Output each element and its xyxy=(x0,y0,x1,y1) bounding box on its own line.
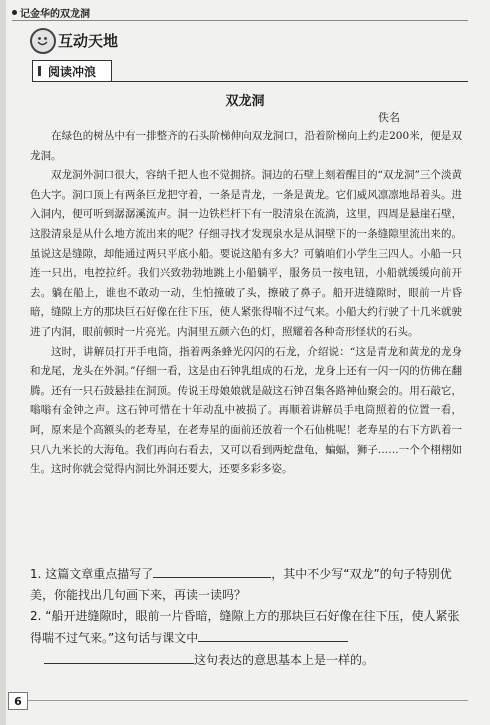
question-2-continued xyxy=(30,649,462,671)
bullet-icon xyxy=(12,10,17,15)
question-list xyxy=(30,563,462,671)
subsection-rule xyxy=(32,81,468,82)
running-header xyxy=(12,4,162,20)
smiley-icon xyxy=(30,28,56,54)
subsection-label: 阅读冲浪 xyxy=(32,60,112,82)
article-paragraph: 这时，讲解员打开手电筒，指着两条蜂光闪闪的石龙，介绍说：“这是青龙和黄龙的龙身和龙尾，龙头在外洞。”仔细一看，这是由石钟乳组成的石龙，龙身上还有一闪一闪的仿佛在翻腾。还有一只石鼓悬挂在洞顶。传说王母娘娘就是敲这石钟召集各路神仙聚会的。用石敲它，嗡嗡有金钟之声。这石钟可惜在十年动乱中被损了。再顺着讲解员手电筒照着的位置一看，呵，原来是个高额头的老寿星，在老寿星的面前还放着一个石仙桃呢！老寿星的右下方趴着一只八九米长的大海龟。我们再向右看去，又可以看到两蛇盘龟，蝙蝠，狮子……一个个栩栩如生。这时你就会觉得内洞比外洞还要大，还要多彩多姿。 xyxy=(30,345,462,476)
question-text: 这篇文章重点描写了 xyxy=(45,567,154,581)
answer-blank[interactable] xyxy=(153,563,271,578)
answer-blank[interactable] xyxy=(198,627,348,642)
question-number: 1. xyxy=(30,567,42,581)
question-text: “船开进缝隙时，眼前一片昏暗，缝隙上方的那块巨石好像在往下压，使人紧张得喘不过气来。”这句话与课文中 xyxy=(30,609,460,645)
page-number: 6 xyxy=(8,692,28,710)
question-text: ，其中不少写“双龙”的句子特别优美，你能找出几句画下来，再读一读吗？ xyxy=(30,567,452,602)
answer-blank[interactable] xyxy=(44,649,194,664)
question-text: 这句表达的意思基本上是一样的。 xyxy=(194,653,375,667)
question-number: 2. xyxy=(30,609,42,623)
article-paragraph: 在绿色的树丛中有一排整齐的石头阶梯伸向双龙洞口，沿着阶梯向上约走200米，便是双龙洞。 xyxy=(30,130,462,162)
article-title: 双龙洞 xyxy=(225,94,265,109)
footer-rule xyxy=(12,700,468,701)
article-body xyxy=(30,127,462,480)
article-paragraph: 双龙洞外洞口很大，容纳千把人也不觉拥挤。洞边的石壁上刻着醒目的“双龙洞”三个淡黄色大字。洞口顶上有两条巨龙把守着，一条是青龙，一条是黄龙。它们威风凛凛地昂着头。进入洞内，便可听到潺潺溪流声。洞一边铁栏杆下有一股清泉在流淌，这里，四周是悬崖石壁，这股清泉是从什么地方流出来的呢？仔细寻找才发现泉水是从洞壁下的一条缝隙里流出来的。虽说这是缝隙，却能通过两只平底小船。要说这船有多大？可躺咱们小学生三四人。小船一只连一只出，电控拉纤。我们兴致勃勃地跳上小船躺平，服务员一按电钮，小船就缓缓向前开去。躺在船上，谁也不敢动一动，生怕撞破了头，擦破了鼻子。船开进缝隙时，眼前一片昏暗，缝隙上方的那块巨石好像在往下压，使人紧张得喘不过气来。小船大约行驶了十几米就驶进了内洞，眼前顿时一片亮光。内洞里五颜六色的灯，照耀着各种奇形怪状的石头。 xyxy=(30,169,462,338)
header-rule xyxy=(12,20,468,21)
question-1 xyxy=(30,563,462,606)
section-title: 互动天地 xyxy=(58,32,119,50)
article-author: 佚名 xyxy=(378,111,400,124)
question-2 xyxy=(30,606,462,649)
series-title: 记金华的双龙洞 xyxy=(20,8,90,20)
